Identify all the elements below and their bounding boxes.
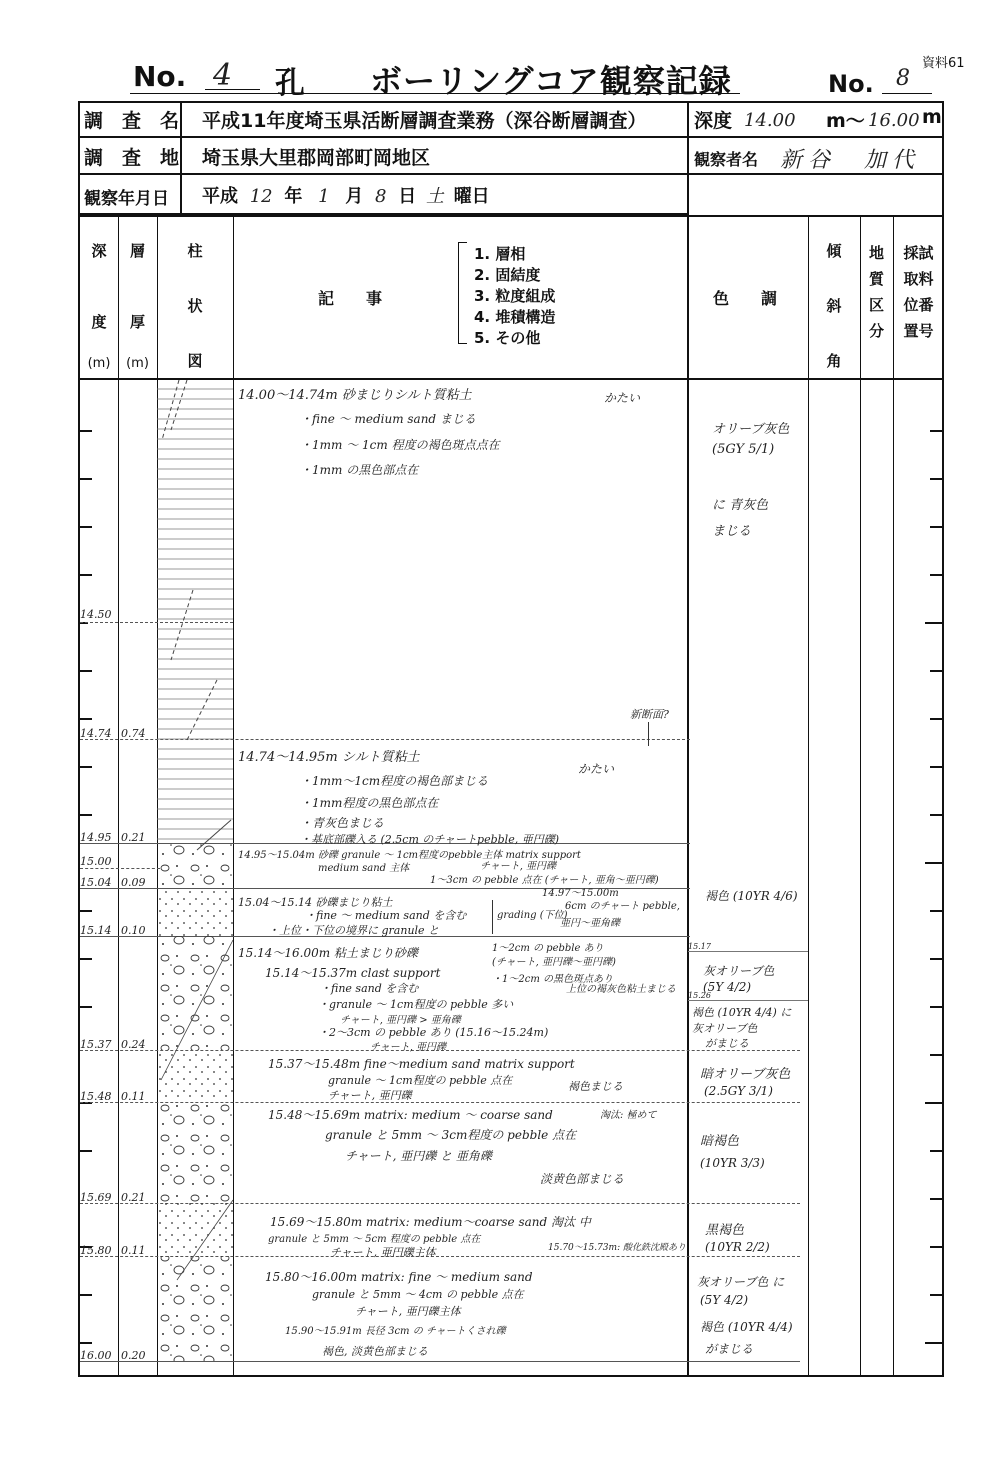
note-line: チャート, 亜円礫 (370, 1042, 447, 1053)
col-sample: 採試 取料 位番 置号 (903, 244, 934, 340)
color-note: がまじる (705, 1037, 749, 1050)
col-depth: 深 度 (m) (87, 242, 111, 371)
note-line: 14.95〜15.04m 砂礫 granule 〜 1cm程度のpebble主体 matrix support (238, 850, 581, 861)
article-bracket (458, 242, 467, 344)
site-label: 調 査 地 (84, 147, 180, 169)
note-line: チャート, 亜円礫 (328, 1089, 412, 1102)
note-line: 15.70〜15.73m: 酸化鉄沈殿あり (548, 1243, 686, 1253)
color-note: 褐色 (10YR 4/6) (705, 889, 798, 903)
note-line: granule と 5mm 〜 3cm程度の pebble 点在 (325, 1128, 577, 1142)
note-line: かたい (604, 391, 641, 405)
note-line: ・2〜3cm の pebble あり (15.16〜15.24m) (318, 1026, 549, 1039)
page-title: ボーリングコア観察記録 (370, 62, 732, 100)
note-line: 15.69〜15.80m matrix: medium〜coarse sand 淘汰 中 (270, 1215, 591, 1229)
note-line: 新断面? (630, 708, 669, 721)
note-line: ・基底部礫入る (2.5cm のチャートpebble, 亜円礫) (300, 833, 559, 846)
article-items: 1. 層相 2. 固結度 3. 粒度組成 4. 堆積構造 5. その他 (474, 245, 556, 347)
depth-mark: 14.95 (80, 831, 112, 844)
depth-mark: 16.00 (80, 1349, 112, 1362)
color-note: 灰オリーブ色 (692, 1022, 758, 1035)
hole-no-label: No. (133, 60, 187, 93)
survey-name-label: 調 査 名 (84, 110, 180, 132)
note-line: ・1mm の黒色部点在 (300, 463, 419, 477)
hole-no: 4 (213, 58, 233, 93)
note-line: 1〜2cm の pebble あり (492, 943, 604, 954)
depth-unit-mid: m〜 (826, 110, 865, 132)
note-line: ・青灰色まじる (300, 816, 385, 830)
color-note: 灰オリーブ色 (703, 964, 775, 978)
thickness-mark: 0.11 (121, 1244, 146, 1257)
depth-mark: 15.14 (80, 924, 112, 937)
note-line: ・上位・下位の境界に granule と (268, 924, 440, 937)
note-line: granule 〜 1cm程度の pebble 点在 (328, 1074, 513, 1087)
note-line: かたい (578, 762, 615, 776)
note-line: (チャート, 亜円礫〜亜円礫) (492, 957, 616, 968)
note-line: granule と 5mm 〜 4cm の pebble 点在 (312, 1288, 524, 1301)
note-line: チャート, 亜円礫 > 亜角礫 (340, 1015, 461, 1026)
note-line: ・1mm〜1cm程度の褐色部まじる (300, 774, 489, 788)
note-line: grading (下位) (497, 910, 568, 921)
thickness-mark: 0.24 (121, 1038, 146, 1051)
color-note: 15.17 (688, 942, 711, 951)
color-note: (5Y 4/2) (700, 1293, 749, 1307)
col-dip: 傾 斜 角 (826, 242, 842, 370)
color-note: 褐色 (10YR 4/4) に (692, 1006, 792, 1019)
hole-suffix: 孔 (275, 66, 305, 101)
grading-arrow (492, 900, 493, 934)
note-line: 15.37〜15.48m fine〜medium sand matrix support (268, 1057, 575, 1071)
note-line: チャート, 亜円礫 と 亜角礫 (345, 1149, 492, 1163)
depth-mark: 15.69 (80, 1191, 112, 1204)
sheet-no-label: No. (828, 70, 874, 98)
document-reference: 資料61 (922, 56, 965, 71)
note-line: ・fine 〜 medium sand まじる (300, 412, 476, 426)
note-line: 6cm のチャート pebble, (565, 901, 680, 912)
thickness-mark: 0.11 (121, 1090, 146, 1103)
arrow-line (648, 722, 649, 746)
sheet-no: 8 (896, 66, 910, 91)
note-line: granule と 5mm 〜 5cm 程度の pebble 点在 (268, 1234, 481, 1245)
columnar-section-diagram (157, 380, 233, 1370)
color-note: (10YR 2/2) (705, 1240, 770, 1254)
date-label: 観察年月日 (84, 189, 169, 209)
observer: 新谷 加代 (780, 148, 921, 173)
thickness-mark: 0.74 (121, 727, 146, 740)
color-note: 黒褐色 (705, 1223, 745, 1238)
color-note: (2.5GY 3/1) (704, 1084, 773, 1098)
depth-label: 深度 (694, 110, 733, 132)
thickness-mark: 0.21 (121, 831, 146, 844)
note-line: ・1mm 〜 1cm 程度の褐色斑点点在 (300, 438, 500, 452)
note-line: 淡黄色部まじる (540, 1172, 625, 1186)
note-line: 14.97〜15.00m (542, 888, 619, 899)
note-line: ・fine sand を含む (320, 982, 419, 995)
note-line: 14.00〜14.74m 砂まじりシルト質粘土 (238, 388, 472, 403)
note-line: 1〜3cm の pebble 点在 (チャート, 亜角〜亜円礫) (430, 875, 659, 886)
note-line: 15.90〜15.91m 長径 3cm の チャートくされ礫 (285, 1326, 506, 1337)
survey-name: 平成11年度埼玉県活断層調査業務（深谷断層調査） (202, 110, 647, 132)
note-line: チャート, 亜円礫 (480, 861, 557, 872)
col-column: 柱 状 図 (187, 242, 203, 370)
depth-mark: 14.74 (80, 727, 112, 740)
note-line: 褐色, 淡黄色部まじる (322, 1345, 428, 1358)
site: 埼玉県大里郡岡部町岡地区 (202, 147, 431, 169)
observer-label: 観察者名 (694, 150, 759, 169)
note-line: ・fine 〜 medium sand を含む (305, 909, 467, 922)
note-line: ・granule 〜 1cm程度の pebble 多い (318, 998, 514, 1011)
depth-to: 16.00 (868, 110, 920, 131)
note-line: 上位の褐灰色粘土まじる (566, 984, 676, 995)
note-line: medium sand 主体 (318, 863, 410, 874)
depth-unit-end: m (922, 106, 942, 128)
color-note: 暗褐色 (700, 1134, 740, 1149)
col-article: 記 事 (318, 289, 383, 308)
note-line: 淘汰: 極めて (600, 1110, 657, 1121)
thickness-mark: 0.21 (121, 1191, 146, 1204)
depth-from: 14.00 (744, 110, 796, 131)
depth-mark: 15.37 (80, 1038, 112, 1051)
note-line: ・1mm程度の黒色部点在 (300, 796, 439, 810)
color-note: (5GY 5/1) (712, 442, 775, 457)
color-note: (5Y 4/2) (703, 980, 752, 994)
note-line: ・1〜2cm の黒色斑点あり (492, 974, 613, 985)
depth-mark: 15.48 (80, 1090, 112, 1103)
note-line: チャート, 亜円礫主体 (330, 1246, 436, 1259)
note-line: 褐色まじる (568, 1080, 623, 1093)
note-line: 15.04〜15.14 砂礫まじり粘土 (238, 896, 393, 909)
depth-mark: 15.80 (80, 1244, 112, 1257)
col-geo: 地 質 区 分 (868, 244, 884, 340)
thickness-mark: 0.20 (121, 1349, 146, 1362)
color-note: に 青灰色 (712, 498, 769, 513)
color-note: オリーブ灰色 (712, 422, 790, 437)
color-note: がまじる (705, 1342, 754, 1356)
note-line: 14.74〜14.95m シルト質粘土 (238, 750, 420, 765)
color-note: まじる (712, 524, 752, 539)
depth-mark: 14.50 (80, 608, 112, 621)
note-line: 15.14〜15.37m clast support (265, 966, 441, 980)
observation-date: 平成 12 年 1 月 8 日 土 曜日 (202, 186, 490, 207)
note-line: 15.80〜16.00m matrix: fine 〜 medium sand (265, 1270, 533, 1284)
note-line: 亜円〜亜角礫 (560, 918, 620, 929)
color-note: 暗オリーブ灰色 (700, 1067, 791, 1082)
depth-mark: 15.00 (80, 855, 112, 868)
color-note: 褐色 (10YR 4/4) (700, 1320, 793, 1334)
note-line: 15.14〜16.00m 粘土まじり砂礫 (238, 946, 418, 960)
thickness-mark: 0.09 (121, 876, 146, 889)
color-note: 15.26 (688, 991, 711, 1000)
note-line: 15.48〜15.69m matrix: medium 〜 coarse sand (268, 1108, 553, 1122)
color-note: (10YR 3/3) (700, 1156, 765, 1170)
col-thickness: 層 厚 (m) (126, 242, 149, 371)
col-color: 色 調 (713, 289, 778, 308)
thickness-mark: 0.10 (121, 924, 146, 937)
note-line: チャート, 亜円礫主体 (355, 1305, 461, 1318)
color-note: 灰オリーブ色 に (697, 1275, 785, 1289)
depth-mark: 15.04 (80, 876, 112, 889)
